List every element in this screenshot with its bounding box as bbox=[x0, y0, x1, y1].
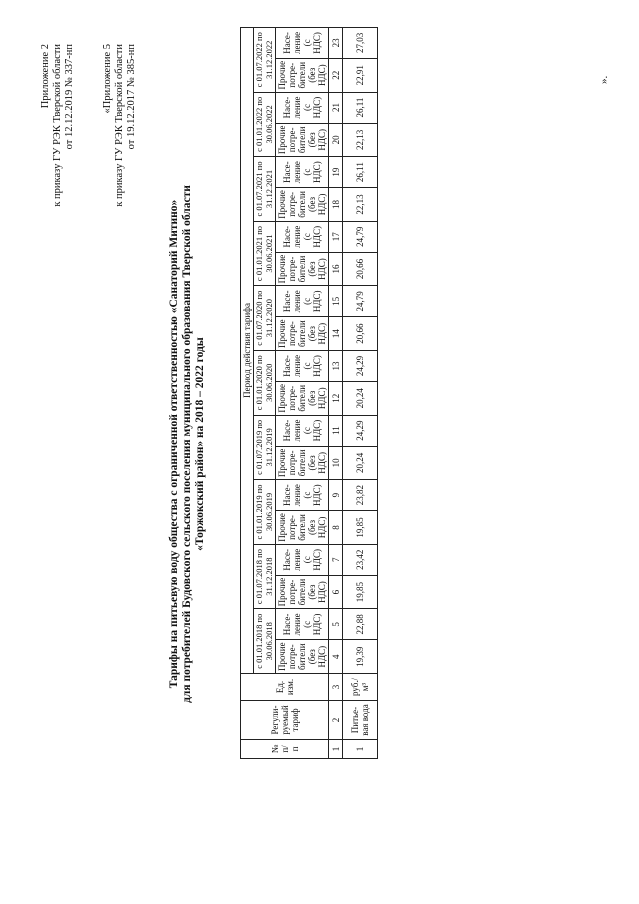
subheader-other-1: Прочие потре-бители (без НДС) bbox=[276, 640, 329, 674]
subheader-population-1: Насе-ление (с НДС) bbox=[276, 609, 329, 640]
column-index-19: 19 bbox=[329, 157, 343, 188]
tariff-value-8: 24,29 bbox=[343, 415, 378, 446]
tariff-value-11: 20,66 bbox=[343, 317, 378, 351]
subheader-other-4: Прочие потре-бители (без НДС) bbox=[276, 446, 329, 480]
subheader-population-8: Насе-ление (с НДС) bbox=[276, 157, 329, 188]
period-9: с 01.01.2022 по 30.06.2022 bbox=[254, 92, 276, 157]
column-index-8: 8 bbox=[329, 511, 343, 545]
column-index-18: 18 bbox=[329, 188, 343, 222]
column-index-7: 7 bbox=[329, 544, 343, 575]
column-index-15: 15 bbox=[329, 286, 343, 317]
column-index-21: 21 bbox=[329, 92, 343, 123]
column-index-9: 9 bbox=[329, 480, 343, 511]
subheader-population-6: Насе-ление (с НДС) bbox=[276, 286, 329, 317]
tariff-value-5: 19,85 bbox=[343, 511, 378, 545]
appendix5-line1: «Приложение 5 bbox=[102, 44, 113, 114]
subheader-other-6: Прочие потре-бители (без НДС) bbox=[276, 317, 329, 351]
tariff-value-16: 26,11 bbox=[343, 157, 378, 188]
subheader-population-3: Насе-ление (с НДС) bbox=[276, 480, 329, 511]
tariff-value-20: 27,03 bbox=[343, 27, 378, 58]
tariff-value-13: 20,66 bbox=[343, 252, 378, 286]
period-5: с 01.01.2020 по 30.06.2020 bbox=[254, 350, 276, 415]
end-mark: ». bbox=[598, 75, 610, 84]
appendix2-line1: Приложение 2 bbox=[40, 44, 51, 109]
subheader-other-9: Прочие потре-бители (без НДС) bbox=[276, 123, 329, 157]
period-3: с 01.01.2019 по 30.06.2019 bbox=[254, 480, 276, 545]
row-num: 1 bbox=[343, 740, 378, 759]
tariff-value-14: 24,79 bbox=[343, 221, 378, 252]
table-row bbox=[343, 27, 378, 758]
row-name: Питье-вая вода bbox=[343, 701, 378, 740]
period-2: с 01.07.2018 по 31.12.2018 bbox=[254, 544, 276, 609]
period-6: с 01.07.2020 по 31.12.2020 bbox=[254, 286, 276, 351]
period-header: Период действия тарифа bbox=[241, 27, 254, 673]
column-index-5: 5 bbox=[329, 609, 343, 640]
tariff-value-9: 20,24 bbox=[343, 381, 378, 415]
tariff-value-12: 24,79 bbox=[343, 286, 378, 317]
appendix2-line3: от 12.12.2019 № 337-нп bbox=[64, 44, 75, 150]
tariff-value-17: 22,13 bbox=[343, 123, 378, 157]
column-index-22: 22 bbox=[329, 58, 343, 92]
column-index-14: 14 bbox=[329, 317, 343, 351]
tariff-value-2: 22,88 bbox=[343, 609, 378, 640]
column-index-2: 2 bbox=[329, 701, 343, 740]
tariff-value-10: 24,29 bbox=[343, 350, 378, 381]
appendix5-line2: к приказу ГУ РЭК Тверской области bbox=[114, 44, 125, 207]
tariff-value-4: 23,42 bbox=[343, 544, 378, 575]
subheader-population-9: Насе-ление (с НДС) bbox=[276, 92, 329, 123]
tariff-value-19: 22,91 bbox=[343, 58, 378, 92]
col-num-header: № п/ п bbox=[241, 740, 329, 759]
column-index-13: 13 bbox=[329, 350, 343, 381]
column-index-6: 6 bbox=[329, 575, 343, 609]
subheader-other-3: Прочие потре-бители (без НДС) bbox=[276, 511, 329, 545]
appendix5-line3: от 19.12.2017 № 385-нп bbox=[126, 44, 137, 150]
subheader-population-10: Насе-ление (с НДС) bbox=[276, 27, 329, 58]
subheader-other-8: Прочие потре-бители (без НДС) bbox=[276, 188, 329, 222]
subheader-other-2: Прочие потре-бители (без НДС) bbox=[276, 575, 329, 609]
period-10: с 01.07.2022 по 31.12.2022 bbox=[254, 27, 276, 92]
period-8: с 01.07.2021 по 31.12.2021 bbox=[254, 157, 276, 222]
title-line3: «Торжокский район» на 2018 – 2022 годы bbox=[194, 337, 206, 551]
tariff-value-1: 19,39 bbox=[343, 640, 378, 674]
tariff-value-6: 23,82 bbox=[343, 480, 378, 511]
col-tariff-header: Регули-руемый тариф bbox=[241, 701, 329, 740]
title-line1: Тарифы на питьевую воду общества с ограниченной ответственностью «Санаторий Митино» bbox=[168, 199, 180, 689]
column-index-23: 23 bbox=[329, 27, 343, 58]
col-unit-header: Ед. изм. bbox=[241, 674, 329, 701]
tariff-value-7: 20,24 bbox=[343, 446, 378, 480]
subheader-other-7: Прочие потре-бители (без НДС) bbox=[276, 252, 329, 286]
column-index-1: 1 bbox=[329, 740, 343, 759]
subheader-population-7: Насе-ление (с НДС) bbox=[276, 221, 329, 252]
row-unit: руб./м³ bbox=[343, 674, 378, 701]
subheader-other-5: Прочие потре-бители (без НДС) bbox=[276, 381, 329, 415]
subheader-other-10: Прочие потре-бители (без НДС) bbox=[276, 58, 329, 92]
tariff-value-3: 19,85 bbox=[343, 575, 378, 609]
document-title bbox=[168, 104, 207, 784]
period-7: с 01.01.2021 по 30.06.2021 bbox=[254, 221, 276, 286]
tariff-table bbox=[240, 27, 378, 759]
column-index-row bbox=[329, 27, 343, 758]
column-index-17: 17 bbox=[329, 221, 343, 252]
appendix5-block bbox=[102, 44, 138, 344]
column-index-11: 11 bbox=[329, 415, 343, 446]
subheader-row bbox=[276, 27, 329, 758]
period-1: с 01.01.2018 по 30.06.2018 bbox=[254, 609, 276, 674]
column-index-16: 16 bbox=[329, 252, 343, 286]
column-index-20: 20 bbox=[329, 123, 343, 157]
column-index-10: 10 bbox=[329, 446, 343, 480]
tariff-value-15: 22,13 bbox=[343, 188, 378, 222]
subheader-population-5: Насе-ление (с НДС) bbox=[276, 350, 329, 381]
appendix2-line2: к приказу ГУ РЭК Тверской области bbox=[52, 44, 63, 207]
appendix2-block bbox=[40, 44, 76, 344]
column-index-3: 3 bbox=[329, 674, 343, 701]
period-4: с 01.07.2019 по 31.12.2019 bbox=[254, 415, 276, 480]
title-line2: для потребителей Будовского сельского поселения муниципального образования Тверской области bbox=[181, 185, 193, 703]
column-index-4: 4 bbox=[329, 640, 343, 674]
column-index-12: 12 bbox=[329, 381, 343, 415]
subheader-population-4: Насе-ление (с НДС) bbox=[276, 415, 329, 446]
tariff-value-18: 26,11 bbox=[343, 92, 378, 123]
subheader-population-2: Насе-ление (с НДС) bbox=[276, 544, 329, 575]
